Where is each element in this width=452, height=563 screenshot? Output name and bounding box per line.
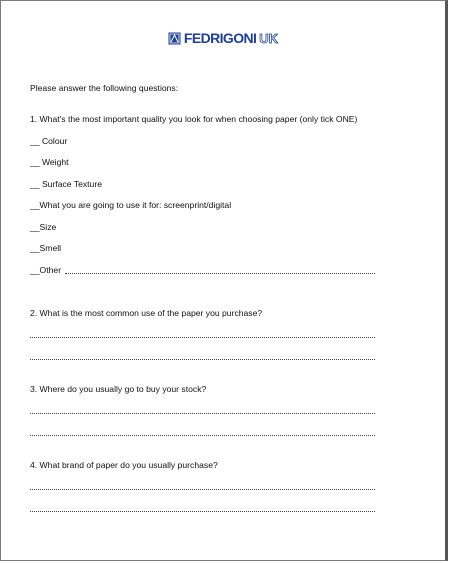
fedrigoni-logo-mark-icon: [168, 32, 181, 45]
q1-option-use: __What you are going to use it for: screenprint/digital: [30, 200, 232, 210]
q1-option-other: __Other: [30, 265, 62, 275]
q1-option-smell: __Smell: [30, 243, 62, 253]
brand-name: FEDRIGONI: [183, 30, 257, 46]
q2-answer-line[interactable]: [30, 359, 375, 360]
brand-logo: [1, 30, 445, 46]
q3-answer-line[interactable]: [30, 413, 375, 414]
question-4: 4. What brand of paper do you usually purchase?: [30, 460, 218, 470]
q1-option-size: __Size: [30, 222, 57, 232]
q1-option-surface-texture: __ Surface Texture: [30, 179, 102, 189]
q1-other-answer-line[interactable]: [65, 273, 375, 274]
intro-text: Please answer the following questions:: [30, 83, 179, 93]
q1-option-weight: __ Weight: [30, 157, 69, 167]
question-2: 2. What is the most common use of the paper you purchase?: [30, 308, 263, 318]
q2-answer-line[interactable]: [30, 337, 375, 338]
question-1: 1. What's the most important quality you look for when choosing paper (only tick ONE): [30, 114, 358, 124]
q4-answer-line[interactable]: [30, 511, 375, 512]
q1-option-colour: __ Colour: [30, 136, 68, 146]
q3-answer-line[interactable]: [30, 435, 375, 436]
q4-answer-line[interactable]: [30, 489, 375, 490]
brand-suffix: UK: [259, 30, 279, 46]
question-3: 3. Where do you usually go to buy your stock?: [30, 384, 207, 394]
